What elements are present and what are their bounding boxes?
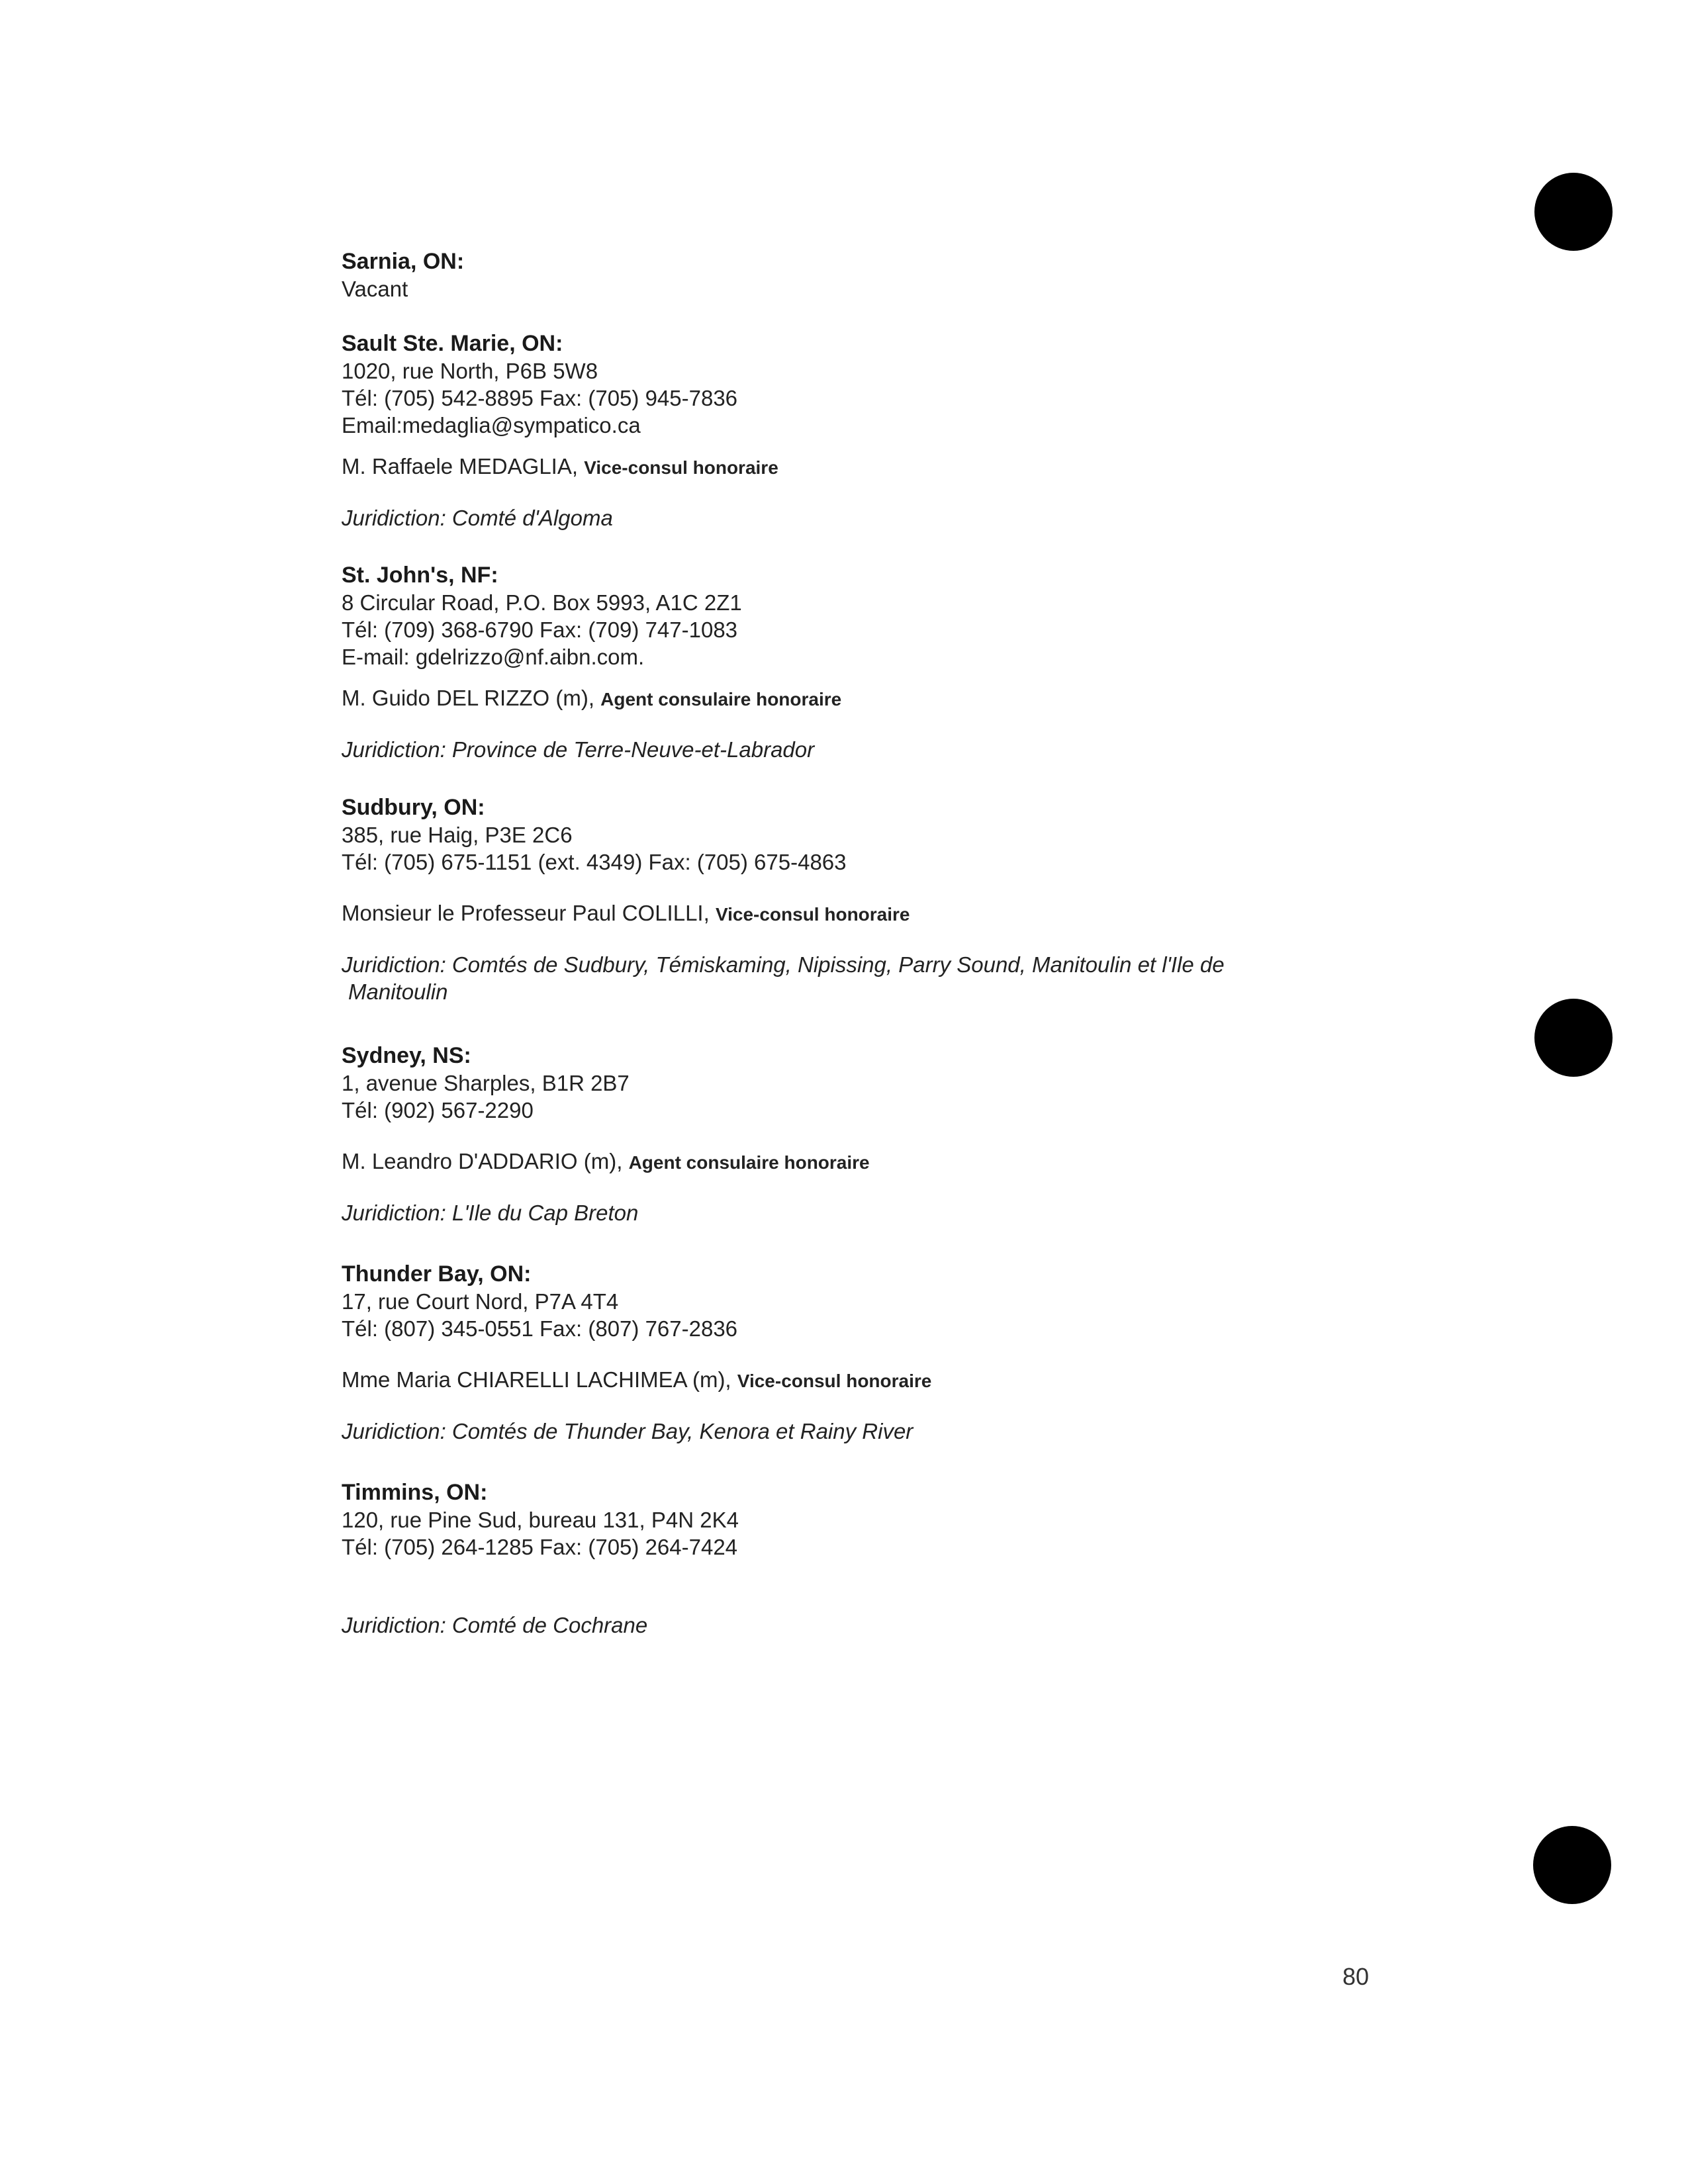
jurisdiction: Juridiction: L'Ile du Cap Breton: [342, 1201, 639, 1225]
consul-name: [342, 1366, 1335, 1394]
entry-sydney: [342, 1042, 1335, 1226]
city-heading: St. John's, NF:: [342, 563, 498, 588]
entry-sudbury: [342, 794, 1335, 1005]
consul-role: Vice-consul honoraire: [584, 457, 778, 478]
city-heading: Sudbury, ON:: [342, 795, 485, 820]
entry-timmins: [342, 1479, 1335, 1639]
consul-name: [342, 899, 1335, 928]
person-name: Mme Maria CHIARELLI LACHIMEA (m),: [342, 1367, 737, 1392]
consul-role: Agent consulaire honoraire: [600, 689, 842, 709]
person-name: Monsieur le Professeur Paul COLILLI,: [342, 901, 716, 925]
address-line: 120, rue Pine Sud, bureau 131, P4N 2K4: [342, 1508, 739, 1532]
consul-name: [342, 453, 1335, 481]
binder-hole-icon: [1534, 173, 1613, 251]
email-line: Email:medaglia@sympatico.ca: [342, 413, 641, 437]
consul-role: Agent consulaire honoraire: [628, 1152, 870, 1173]
jurisdiction-continued: Manitoulin: [348, 979, 448, 1004]
entry-thunder-bay: [342, 1261, 1335, 1445]
consul-role: Vice-consul honoraire: [737, 1371, 932, 1391]
address-line: 385, rue Haig, P3E 2C6: [342, 823, 573, 847]
entry-sarnia: [342, 248, 1335, 302]
page-number: 80: [1342, 1963, 1370, 1990]
jurisdiction: Juridiction: Comté d'Algoma: [342, 506, 613, 530]
city-heading: Sydney, NS:: [342, 1043, 471, 1068]
address-line: 8 Circular Road, P.O. Box 5993, A1C 2Z1: [342, 590, 742, 615]
consul-name: [342, 1148, 1335, 1176]
address-line: 1020, rue North, P6B 5W8: [342, 359, 598, 383]
person-name: M. Raffaele MEDAGLIA,: [342, 454, 585, 478]
phone-fax-line: Tél: (705) 264-1285 Fax: (705) 264-7424: [342, 1535, 738, 1559]
phone-fax-line: Tél: (902) 567-2290: [342, 1098, 534, 1122]
city-heading: Sault Ste. Marie, ON:: [342, 331, 563, 356]
jurisdiction: Juridiction: Comtés de Sudbury, Témiskaming, Nipissing, Parry Sound, Manitoulin et l'Ile de: [342, 952, 1225, 977]
consul-role: Vice-consul honoraire: [715, 904, 910, 925]
city-heading: Sarnia, ON:: [342, 249, 465, 274]
city-heading: Timmins, ON:: [342, 1480, 488, 1505]
phone-fax-line: Tél: (705) 542-8895 Fax: (705) 945-7836: [342, 386, 738, 410]
binder-hole-icon: [1534, 999, 1613, 1077]
jurisdiction: Juridiction: Comtés de Thunder Bay, Kenora et Rainy River: [342, 1419, 914, 1443]
consul-name: [342, 684, 1335, 713]
phone-fax-line: Tél: (807) 345-0551 Fax: (807) 767-2836: [342, 1316, 738, 1341]
phone-fax-line: Tél: (705) 675-1151 (ext. 4349) Fax: (705) 675-4863: [342, 850, 847, 874]
address-line: 1, avenue Sharples, B1R 2B7: [342, 1071, 630, 1095]
jurisdiction: Juridiction: Comté de Cochrane: [342, 1613, 648, 1637]
phone-fax-line: Tél: (709) 368-6790 Fax: (709) 747-1083: [342, 617, 738, 642]
address-line: 17, rue Court Nord, P7A 4T4: [342, 1289, 619, 1314]
entry-st-johns: [342, 562, 1335, 763]
email-line: E-mail: gdelrizzo@nf.aibn.com.: [342, 645, 645, 669]
person-name: M. Leandro D'ADDARIO (m),: [342, 1149, 629, 1173]
entry-sault-ste-marie: [342, 330, 1335, 531]
person-name: M. Guido DEL RIZZO (m),: [342, 686, 601, 710]
status-text: Vacant: [342, 277, 408, 301]
binder-hole-icon: [1533, 1826, 1611, 1904]
jurisdiction: Juridiction: Province de Terre-Neuve-et-Labrador: [342, 737, 815, 762]
city-heading: Thunder Bay, ON:: [342, 1261, 532, 1287]
